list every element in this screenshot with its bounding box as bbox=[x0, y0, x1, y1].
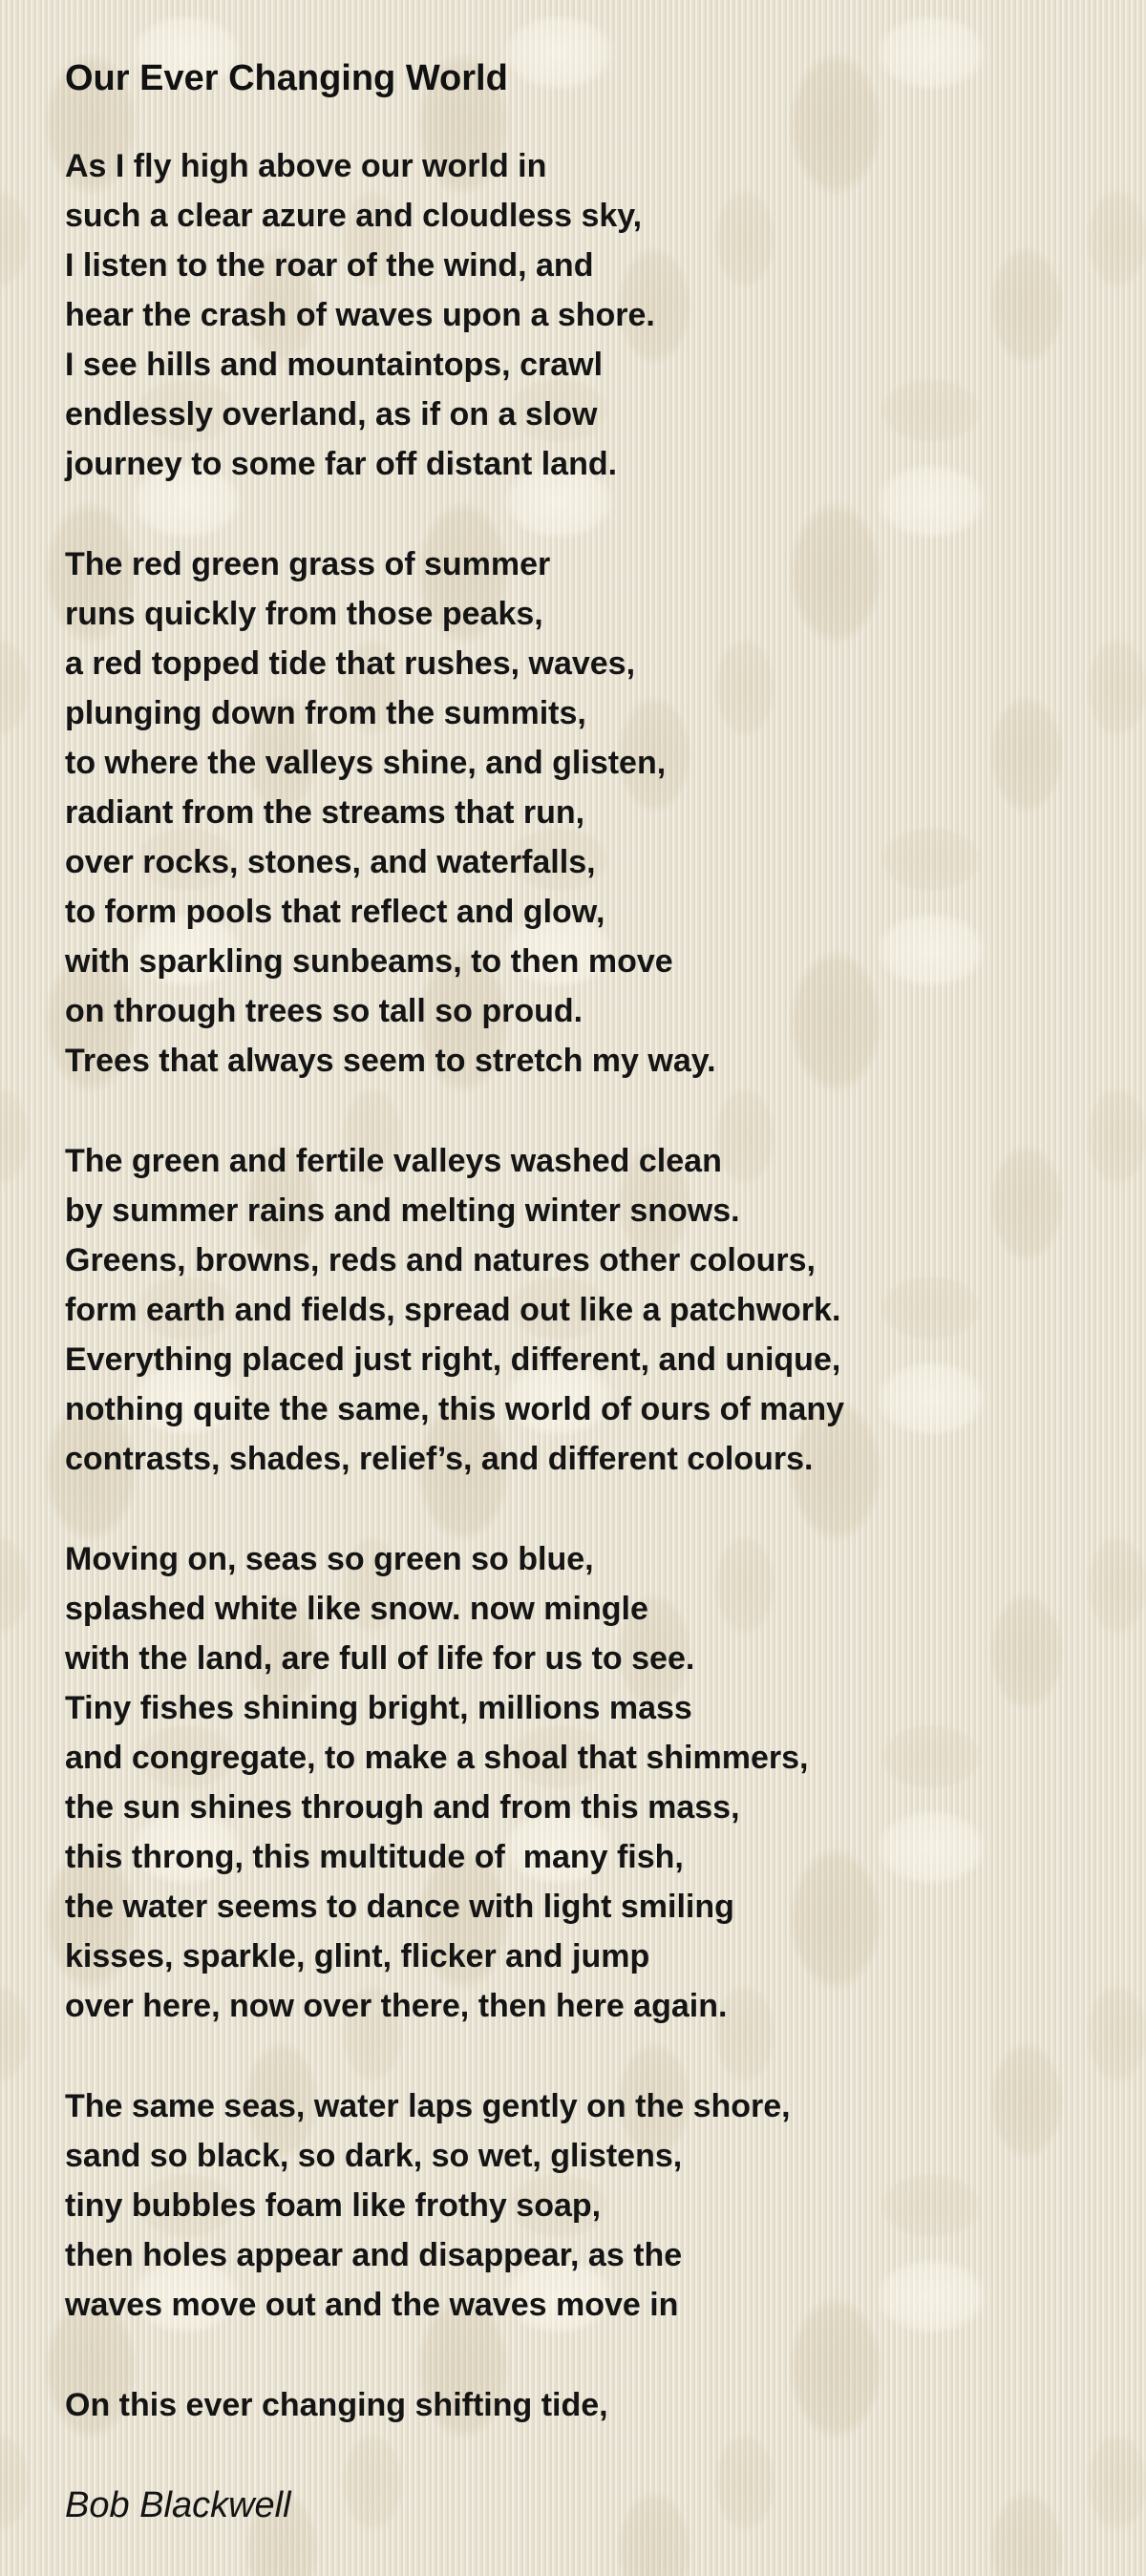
poem-line: splashed white like snow. now mingle bbox=[65, 1591, 648, 1627]
poem-line: plunging down from the summits, bbox=[65, 695, 586, 731]
poem-line: Greens, browns, reds and natures other colours, bbox=[65, 1242, 816, 1278]
poem-line: Moving on, seas so green so blue, bbox=[65, 1541, 594, 1577]
poem-line: sand so black, so dark, so wet, glistens, bbox=[65, 2138, 683, 2174]
poem-line: waves move out and the waves move in bbox=[65, 2287, 679, 2323]
poem-line: contrasts, shades, relief’s, and different colours. bbox=[65, 1441, 814, 1477]
poem-line: over rocks, stones, and waterfalls, bbox=[65, 844, 596, 880]
stanza-4 bbox=[65, 1534, 1108, 2031]
poem-line: Tiny fishes shining bright, millions mass bbox=[65, 1690, 692, 1726]
poem-line: with the land, are full of life for us to see. bbox=[65, 1640, 695, 1677]
poem-line: the sun shines through and from this mass, bbox=[65, 1789, 740, 1826]
poem-line: hear the crash of waves upon a shore. bbox=[65, 297, 655, 333]
poem-line: tiny bubbles foam like frothy soap, bbox=[65, 2187, 602, 2224]
poem-line: The red green grass of summer bbox=[65, 546, 551, 582]
poem-line: this throng, this multitude of many fish, bbox=[65, 1839, 684, 1875]
poem-line: On this ever changing shifting tide, bbox=[65, 2387, 608, 2423]
poem-line: As I fly high above our world in bbox=[65, 148, 547, 184]
poem-line: journey to some far off distant land. bbox=[65, 446, 618, 482]
poem-line: the water seems to dance with light smiling bbox=[65, 1889, 734, 1925]
poem-line: a red topped tide that rushes, waves, bbox=[65, 645, 636, 682]
poem-line: radiant from the streams that run, bbox=[65, 794, 585, 831]
poem-line: The same seas, water laps gently on the shore, bbox=[65, 2088, 791, 2124]
poem-author: Bob Blackwell bbox=[65, 2485, 291, 2525]
poem-line: to where the valleys shine, and glisten, bbox=[65, 745, 667, 781]
poem-line: on through trees so tall so proud. bbox=[65, 993, 584, 1029]
poem-line: Trees that always seem to stretch my way. bbox=[65, 1043, 716, 1079]
poem-line: endlessly overland, as if on a slow bbox=[65, 396, 598, 433]
poem-line: with sparkling sunbeams, to then move bbox=[65, 943, 673, 980]
poem-line: then holes appear and disappear, as the bbox=[65, 2237, 683, 2273]
poem-line: runs quickly from those peaks, bbox=[65, 596, 543, 632]
poem-line: Everything placed just right, different, and unique, bbox=[65, 1341, 841, 1378]
poem-line: I see hills and mountaintops, crawl bbox=[65, 347, 604, 383]
poem-line: form earth and fields, spread out like a patchwork. bbox=[65, 1292, 841, 1328]
poem-line: kisses, sparkle, glint, flicker and jump bbox=[65, 1938, 650, 1974]
stanza-2 bbox=[65, 539, 1108, 1086]
poem-line: by summer rains and melting winter snows. bbox=[65, 1193, 740, 1229]
stanza-1 bbox=[65, 141, 1108, 489]
poem-line: I listen to the roar of the wind, and bbox=[65, 247, 594, 284]
stanza-6 bbox=[65, 2380, 1108, 2430]
poem-title: Our Ever Changing World bbox=[65, 58, 508, 98]
stanza-5 bbox=[65, 2081, 1108, 2330]
stanza-3 bbox=[65, 1136, 1108, 1484]
poem-line: such a clear azure and cloudless sky, bbox=[65, 198, 643, 234]
poem-line: and congregate, to make a shoal that shimmers, bbox=[65, 1740, 809, 1776]
poem-line: to form pools that reflect and glow, bbox=[65, 894, 605, 930]
poem-line: nothing quite the same, this world of ours of many bbox=[65, 1391, 845, 1427]
poem-line: The green and fertile valleys washed clean bbox=[65, 1143, 722, 1179]
poem-line: over here, now over there, then here again. bbox=[65, 1988, 728, 2024]
